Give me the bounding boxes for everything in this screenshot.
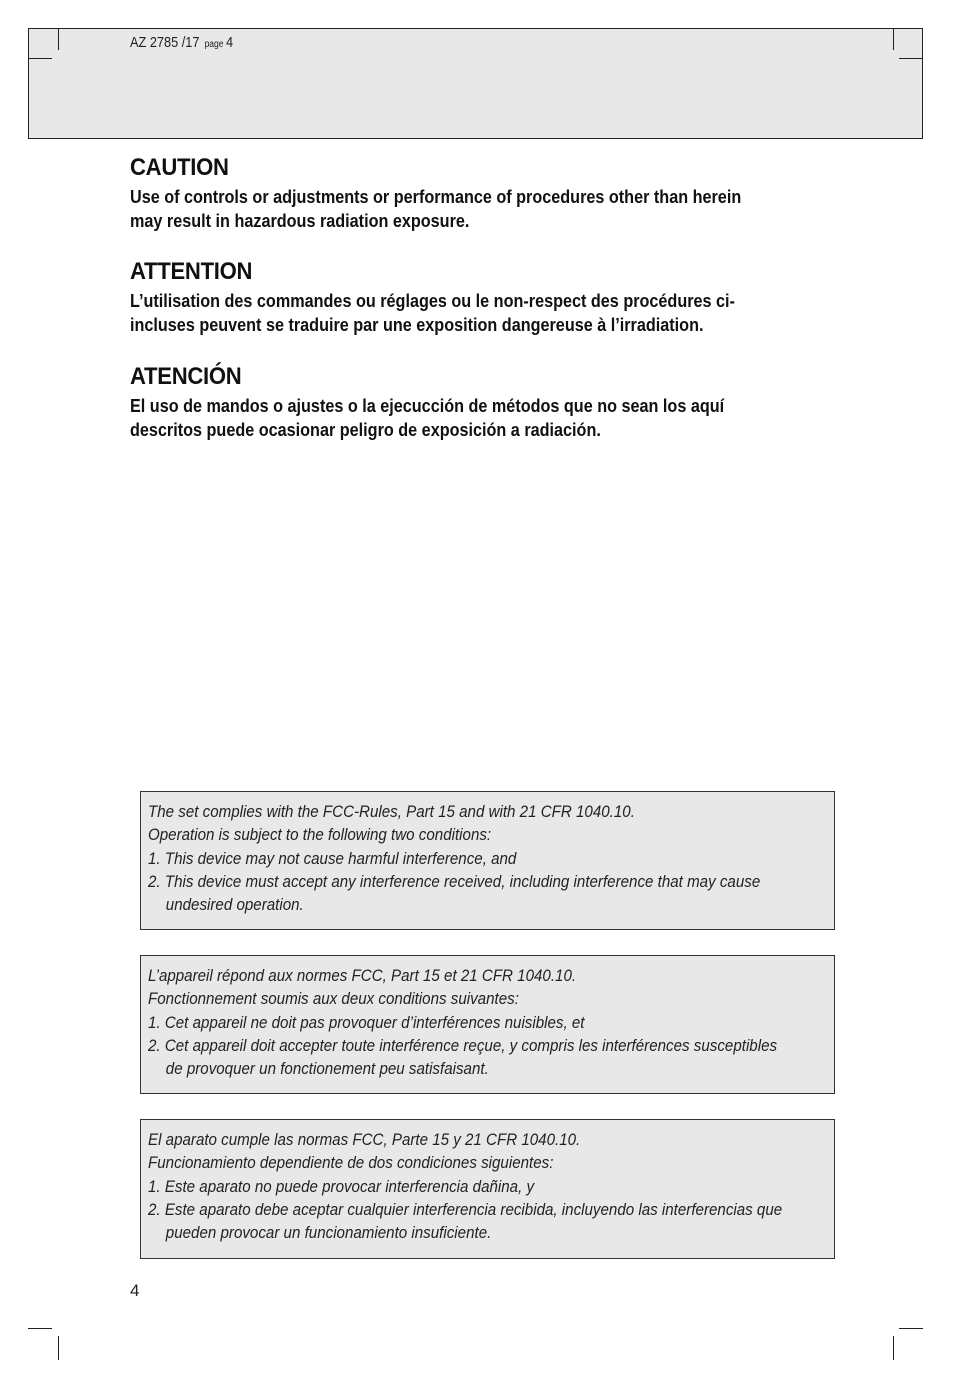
attention-line-1: L’utilisation des commandes ou réglages ou le non-respect des procédures ci- xyxy=(130,291,735,311)
fcc-fr-item-2: 2. Cet appareil doit accepter toute interférence reçue, y compris les interférences susceptibles xyxy=(148,1035,778,1055)
crop-mark-bottom-left-horizontal xyxy=(28,1328,52,1329)
fcc-box-spanish xyxy=(140,1119,835,1259)
fcc-es-line-1: El aparato cumple las normas FCC, Parte 15 y 21 CFR 1040.10. xyxy=(148,1130,581,1149)
fcc-en-item-2: 2. This device must accept any interference received, including interference that may cause xyxy=(148,871,761,891)
crop-mark-top-right-vertical xyxy=(893,28,894,50)
atencion-text xyxy=(130,395,814,442)
atencion-line-2: descritos puede ocasionar peligro de exposición a radiación. xyxy=(130,419,601,440)
header-page-number: 4 xyxy=(226,34,234,51)
fcc-es-item-1: 1. Este aparato no puede provocar interferencia dañina, y xyxy=(148,1176,535,1196)
fcc-es-line-2: Funcionamiento dependiente de dos condiciones siguientes: xyxy=(148,1153,554,1173)
attention-text xyxy=(130,290,814,337)
page-word: page xyxy=(204,39,224,50)
caution-title: CAUTION xyxy=(130,154,229,181)
crop-mark-top-left-vertical xyxy=(58,28,59,50)
fcc-fr-line-2: Fonctionnement soumis aux deux conditions suivantes: xyxy=(148,989,519,1009)
atencion-line-1: El uso de mandos o ajustes o la ejecucción de métodos que no sean los aquí xyxy=(130,396,725,416)
caution-section xyxy=(130,154,830,233)
fcc-box-english xyxy=(140,791,835,930)
fcc-fr-item-2-cont: de provoquer un fonctionement peu satisfaisant. xyxy=(165,1059,489,1079)
attention-title: ATTENTION xyxy=(130,258,253,285)
atencion-section xyxy=(130,363,830,442)
fcc-box-french xyxy=(140,955,835,1094)
caution-line-1: Use of controls or adjustments or performance of procedures other than herein xyxy=(130,187,742,207)
crop-mark-bottom-left-vertical xyxy=(58,1336,59,1360)
fcc-fr-line-1: L’appareil répond aux normes FCC, Part 15 et 21 CFR 1040.10. xyxy=(148,966,577,985)
header-label xyxy=(130,34,233,51)
crop-mark-top-left-horizontal xyxy=(28,58,52,59)
fcc-en-item-2-cont: undesired operation. xyxy=(165,895,304,915)
fcc-en-line-1: The set complies with the FCC-Rules, Part 15 and with 21 CFR 1040.10. xyxy=(148,802,635,821)
page-number: 4 xyxy=(130,1281,140,1300)
fcc-es-item-2-cont: pueden provocar un funcionamiento insuficiente. xyxy=(165,1223,492,1243)
model-number: AZ 2785 /17 xyxy=(130,34,200,51)
caution-line-2: may result in hazardous radiation exposure. xyxy=(130,210,470,231)
attention-section xyxy=(130,258,830,337)
fcc-en-line-2: Operation is subject to the following two conditions: xyxy=(148,825,492,845)
crop-mark-top-right-horizontal xyxy=(899,58,923,59)
fcc-fr-item-1: 1. Cet appareil ne doit pas provoquer d’interférences nuisibles, et xyxy=(148,1012,585,1032)
crop-mark-bottom-right-vertical xyxy=(893,1336,894,1360)
attention-line-2: incluses peuvent se traduire par une exposition dangereuse à l’irradiation. xyxy=(130,314,704,335)
crop-mark-bottom-right-horizontal xyxy=(899,1328,923,1329)
fcc-es-item-2: 2. Este aparato debe aceptar cualquier interferencia recibida, incluyendo las interferencias que xyxy=(148,1199,783,1219)
atencion-title: ATENCIÓN xyxy=(130,363,242,390)
fcc-en-item-1: 1. This device may not cause harmful interference, and xyxy=(148,848,517,868)
caution-text xyxy=(130,186,814,233)
